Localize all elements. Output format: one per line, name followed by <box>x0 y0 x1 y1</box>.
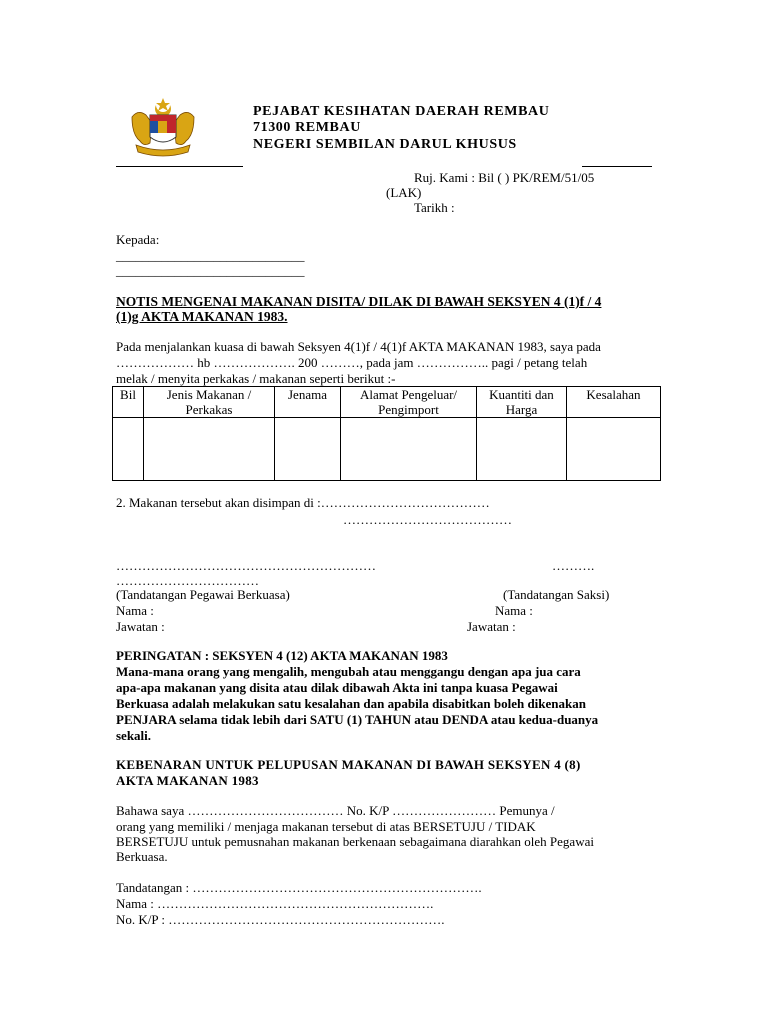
witness-name-field: Nama : <box>495 603 533 618</box>
header-rule-left <box>116 166 243 167</box>
table-cell-bil[interactable] <box>113 418 144 481</box>
seized-items-table <box>112 386 661 481</box>
disposal-heading-line-2: AKTA MAKANAN 1983 <box>116 773 259 788</box>
disposal-line-2: orang yang memiliki / menjaga makanan tersebut di atas BERSETUJU / TIDAK <box>116 819 536 834</box>
recipient-line-2: _____________________________ <box>116 263 305 278</box>
warning-line-1: Mana-mana orang yang mengalih, mengubah atau menggangu dengan apa jua cara <box>116 664 581 679</box>
intro-line-1: Pada menjalankan kuasa di bawah Seksyen 4(1)f / 4(1)f AKTA MAKANAN 1983, saya pada <box>116 339 601 354</box>
witness-signature-dots: ………. <box>552 558 595 573</box>
officer-signature-dots-2: …………………………… <box>116 573 259 588</box>
table-cell-kuantiti-harga[interactable] <box>477 418 567 481</box>
column-header-kuantiti-harga: Kuantiti dan Harga <box>477 387 567 418</box>
reference-number: Ruj. Kami : Bil ( ) PK/REM/51/05 <box>414 170 595 185</box>
column-header-alamat-pengeluar: Alamat Pengeluar/ Pengimport <box>341 387 477 418</box>
warning-line-4: PENJARA selama tidak lebih dari SATU (1) TAHUN atau DENDA atau kedua-duanya <box>116 712 599 727</box>
table-cell-kesalahan[interactable] <box>567 418 661 481</box>
table-row <box>113 418 661 481</box>
table-cell-alamat-pengeluar[interactable] <box>341 418 477 481</box>
storage-line-2: ………………………………… <box>343 512 512 527</box>
witness-position-field: Jawatan : <box>467 619 516 634</box>
warning-line-5: sekali. <box>116 728 152 743</box>
column-header-jenama: Jenama <box>275 387 341 418</box>
signature-field: Tandatangan : …………………………………………………………. <box>116 880 482 895</box>
disposal-line-1: Bahawa saya ……………………………… No. K/P …………………… Pemunya / <box>116 803 555 818</box>
witness-signature-label: (Tandatangan Saksi) <box>503 587 610 602</box>
warning-line-2: apa-apa makanan yang disita atau dilak dibawah Akta ini tanpa kuasa Pegawai <box>116 680 558 695</box>
header-rule-right <box>582 166 652 167</box>
name-field: Nama : ………………………………………………………. <box>116 896 434 911</box>
disposal-heading-line-1: KEBENARAN UNTUK PELUPUSAN MAKANAN DI BAWAH SEKSYEN 4 (8) <box>116 757 581 772</box>
column-header-bil: Bil <box>113 387 144 418</box>
officer-signature-label: (Tandatangan Pegawai Berkuasa) <box>116 587 290 602</box>
date-label: Tarikh : <box>414 200 455 215</box>
column-header-kesalahan: Kesalahan <box>567 387 661 418</box>
disposal-line-4: Berkuasa. <box>116 849 168 864</box>
officer-name-field: Nama : <box>116 603 154 618</box>
table-cell-jenis-makanan[interactable] <box>144 418 275 481</box>
officer-position-field: Jawatan : <box>116 619 165 634</box>
storage-line-1: 2. Makanan tersebut akan disimpan di :………………………………… <box>116 495 490 510</box>
office-state: NEGERI SEMBILAN DARUL KHUSUS <box>253 137 517 152</box>
warning-heading: PERINGATAN : SEKSYEN 4 (12) AKTA MAKANAN 1983 <box>116 648 448 663</box>
table-cell-jenama[interactable] <box>275 418 341 481</box>
office-postcode-town: 71300 REMBAU <box>253 120 361 135</box>
reference-lak: (LAK) <box>386 185 422 200</box>
recipient-label: Kepada: <box>116 232 160 247</box>
intro-line-2: ……………… hb ………………. 200 ………, pada jam …………….. pagi / petang telah <box>116 355 588 370</box>
intro-line-3: melak / menyita perkakas / makanan seperti berikut :- <box>116 371 396 386</box>
notice-title-line-2: (1)g AKTA MAKANAN 1983. <box>116 309 288 324</box>
ic-number-field: No. K/P : ………………………………………………………. <box>116 912 445 927</box>
column-header-jenis-makanan: Jenis Makanan / Perkakas <box>144 387 275 418</box>
recipient-line-1: _____________________________ <box>116 248 305 263</box>
coat-of-arms-crest <box>126 97 200 161</box>
office-name: PEJABAT KESIHATAN DAERAH REMBAU <box>253 104 550 119</box>
officer-signature-dots-1: …………………………………………………… <box>116 558 376 573</box>
notice-title-line-1: NOTIS MENGENAI MAKANAN DISITA/ DILAK DI BAWAH SEKSYEN 4 (1)f / 4 <box>116 294 602 309</box>
disposal-line-3: BERSETUJU untuk pemusnahan makanan berkenaan sebagaimana diarahkan oleh Pegawai <box>116 834 594 849</box>
warning-line-3: Berkuasa adalah melakukan satu kesalahan dan apabila disabitkan boleh dikenakan <box>116 696 586 711</box>
